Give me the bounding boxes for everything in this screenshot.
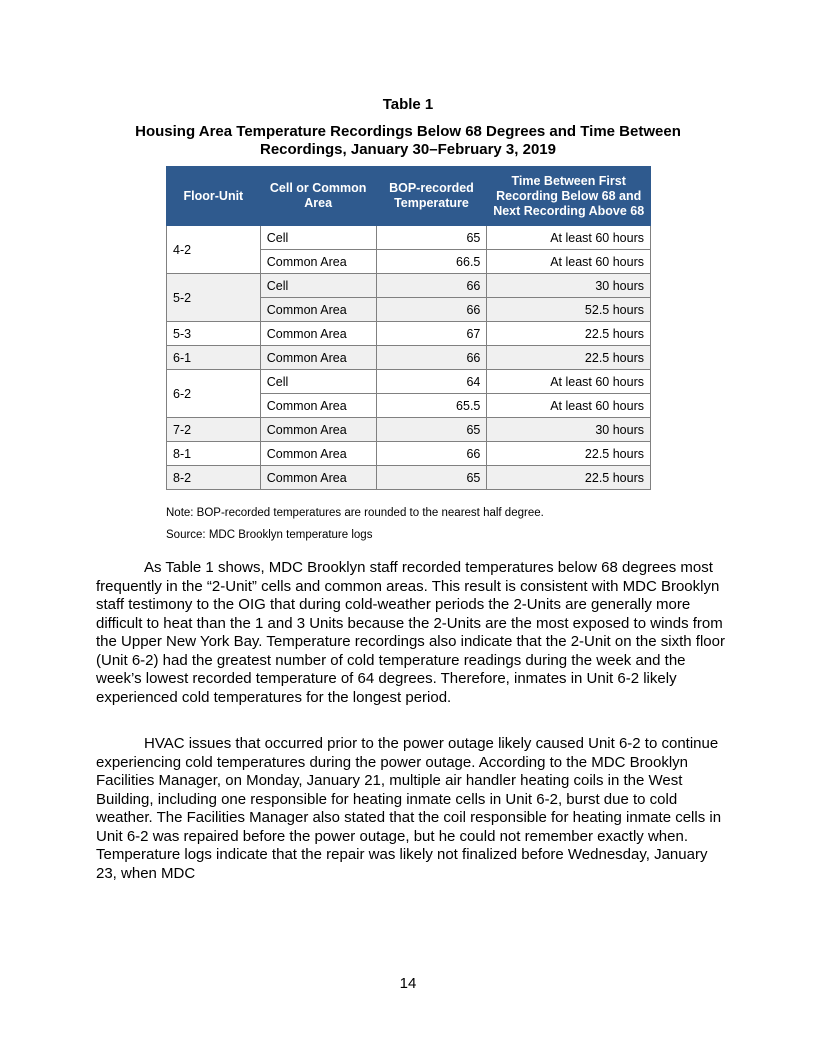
table-source: Source: MDC Brooklyn temperature logs bbox=[166, 529, 373, 541]
page-number: 14 bbox=[399, 975, 417, 992]
cell-floor-unit: 5-2 bbox=[167, 274, 261, 322]
header-bop-recorded-temperature: BOP-recorded Temperature bbox=[376, 167, 487, 226]
cell-temperature: 65 bbox=[376, 418, 487, 442]
cell-time-between: 30 hours bbox=[487, 274, 651, 298]
cell-temperature: 65 bbox=[376, 226, 487, 250]
cell-area: Cell bbox=[260, 370, 376, 394]
table-note: Note: BOP-recorded temperatures are rounded to the nearest half degree. bbox=[166, 507, 544, 519]
cell-time-between: 22.5 hours bbox=[487, 442, 651, 466]
cell-floor-unit: 6-2 bbox=[167, 370, 261, 418]
cell-floor-unit: 5-3 bbox=[167, 322, 261, 346]
cell-temperature: 67 bbox=[376, 322, 487, 346]
cell-area: Common Area bbox=[260, 442, 376, 466]
cell-area: Common Area bbox=[260, 394, 376, 418]
body-paragraph-2: HVAC issues that occurred prior to the power outage likely caused Unit 6-2 to continue experiencing cold temperatures during the power outage. According to the MDC Brooklyn Facilities Manager, on Monday, January 21, multiple air handler heating coils in the West Building, including one responsible for heating inmate cells in Unit 6-2, burst due to cold weather. The Facilities Manager also stated that the coil responsible for heating inmate cells in Unit 6-2 was repaired before the power outage, but he could not remember exactly when. Temperature logs indicate that the repair was likely not finalized before Wednesday, January 23, when MDC bbox=[96, 735, 722, 882]
cell-temperature: 66 bbox=[376, 274, 487, 298]
cell-temperature: 66 bbox=[376, 346, 487, 370]
cell-time-between: At least 60 hours bbox=[487, 226, 651, 250]
header-cell-or-common-area: Cell or Common Area bbox=[260, 167, 376, 226]
cell-area: Common Area bbox=[260, 418, 376, 442]
header-floor-unit: Floor-Unit bbox=[167, 167, 261, 226]
cell-temperature: 66.5 bbox=[376, 250, 487, 274]
cell-floor-unit: 8-1 bbox=[167, 442, 261, 466]
table-title: Housing Area Temperature Recordings Below 68 Degrees and Time Between Recordings, January 30–February 3, 2019 bbox=[135, 123, 681, 158]
cell-time-between: 30 hours bbox=[487, 418, 651, 442]
table-row bbox=[167, 466, 651, 490]
cell-floor-unit: 7-2 bbox=[167, 418, 261, 442]
cell-temperature: 65 bbox=[376, 466, 487, 490]
table-row bbox=[167, 322, 651, 346]
table-row bbox=[167, 418, 651, 442]
cell-temperature: 66 bbox=[376, 298, 487, 322]
header-time-between-recordings: Time Between First Recording Below 68 and Next Recording Above 68 bbox=[487, 167, 651, 226]
cell-area: Common Area bbox=[260, 298, 376, 322]
table-body bbox=[167, 226, 651, 490]
body-paragraph-1: As Table 1 shows, MDC Brooklyn staff recorded temperatures below 68 degrees most frequently in the “2-Unit” cells and common areas. This result is consistent with MDC Brooklyn staff testimony to the OIG that during cold-weather periods the 2-Units are generally more difficult to heat than the 1 and 3 Units because the 2-Units are the most exposed to winds from the Upper New York Bay. Temperature recordings also indicate that the 2-Unit on the sixth floor (Unit 6-2) had the greatest number of cold temperature readings during the week and the week’s lowest recorded temperature of 64 degrees. Therefore, inmates in Unit 6-2 likely experienced cold temperatures for the longest period. bbox=[96, 559, 725, 706]
cell-area: Common Area bbox=[260, 346, 376, 370]
cell-time-between: 52.5 hours bbox=[487, 298, 651, 322]
cell-time-between: At least 60 hours bbox=[487, 250, 651, 274]
cell-time-between: At least 60 hours bbox=[487, 370, 651, 394]
cell-temperature: 66 bbox=[376, 442, 487, 466]
table-row bbox=[167, 226, 651, 250]
cell-area: Common Area bbox=[260, 322, 376, 346]
temperature-table bbox=[166, 166, 651, 490]
cell-time-between: At least 60 hours bbox=[487, 394, 651, 418]
table-number: Table 1 bbox=[382, 96, 434, 113]
cell-floor-unit: 6-1 bbox=[167, 346, 261, 370]
cell-area: Common Area bbox=[260, 250, 376, 274]
table-row bbox=[167, 442, 651, 466]
cell-floor-unit: 4-2 bbox=[167, 226, 261, 274]
table-row bbox=[167, 274, 651, 298]
table-header-row bbox=[167, 167, 651, 226]
cell-time-between: 22.5 hours bbox=[487, 346, 651, 370]
cell-temperature: 64 bbox=[376, 370, 487, 394]
cell-area: Cell bbox=[260, 226, 376, 250]
cell-time-between: 22.5 hours bbox=[487, 322, 651, 346]
cell-area: Cell bbox=[260, 274, 376, 298]
table-row bbox=[167, 346, 651, 370]
cell-floor-unit: 8-2 bbox=[167, 466, 261, 490]
cell-time-between: 22.5 hours bbox=[487, 466, 651, 490]
table-row bbox=[167, 370, 651, 394]
cell-temperature: 65.5 bbox=[376, 394, 487, 418]
cell-area: Common Area bbox=[260, 466, 376, 490]
